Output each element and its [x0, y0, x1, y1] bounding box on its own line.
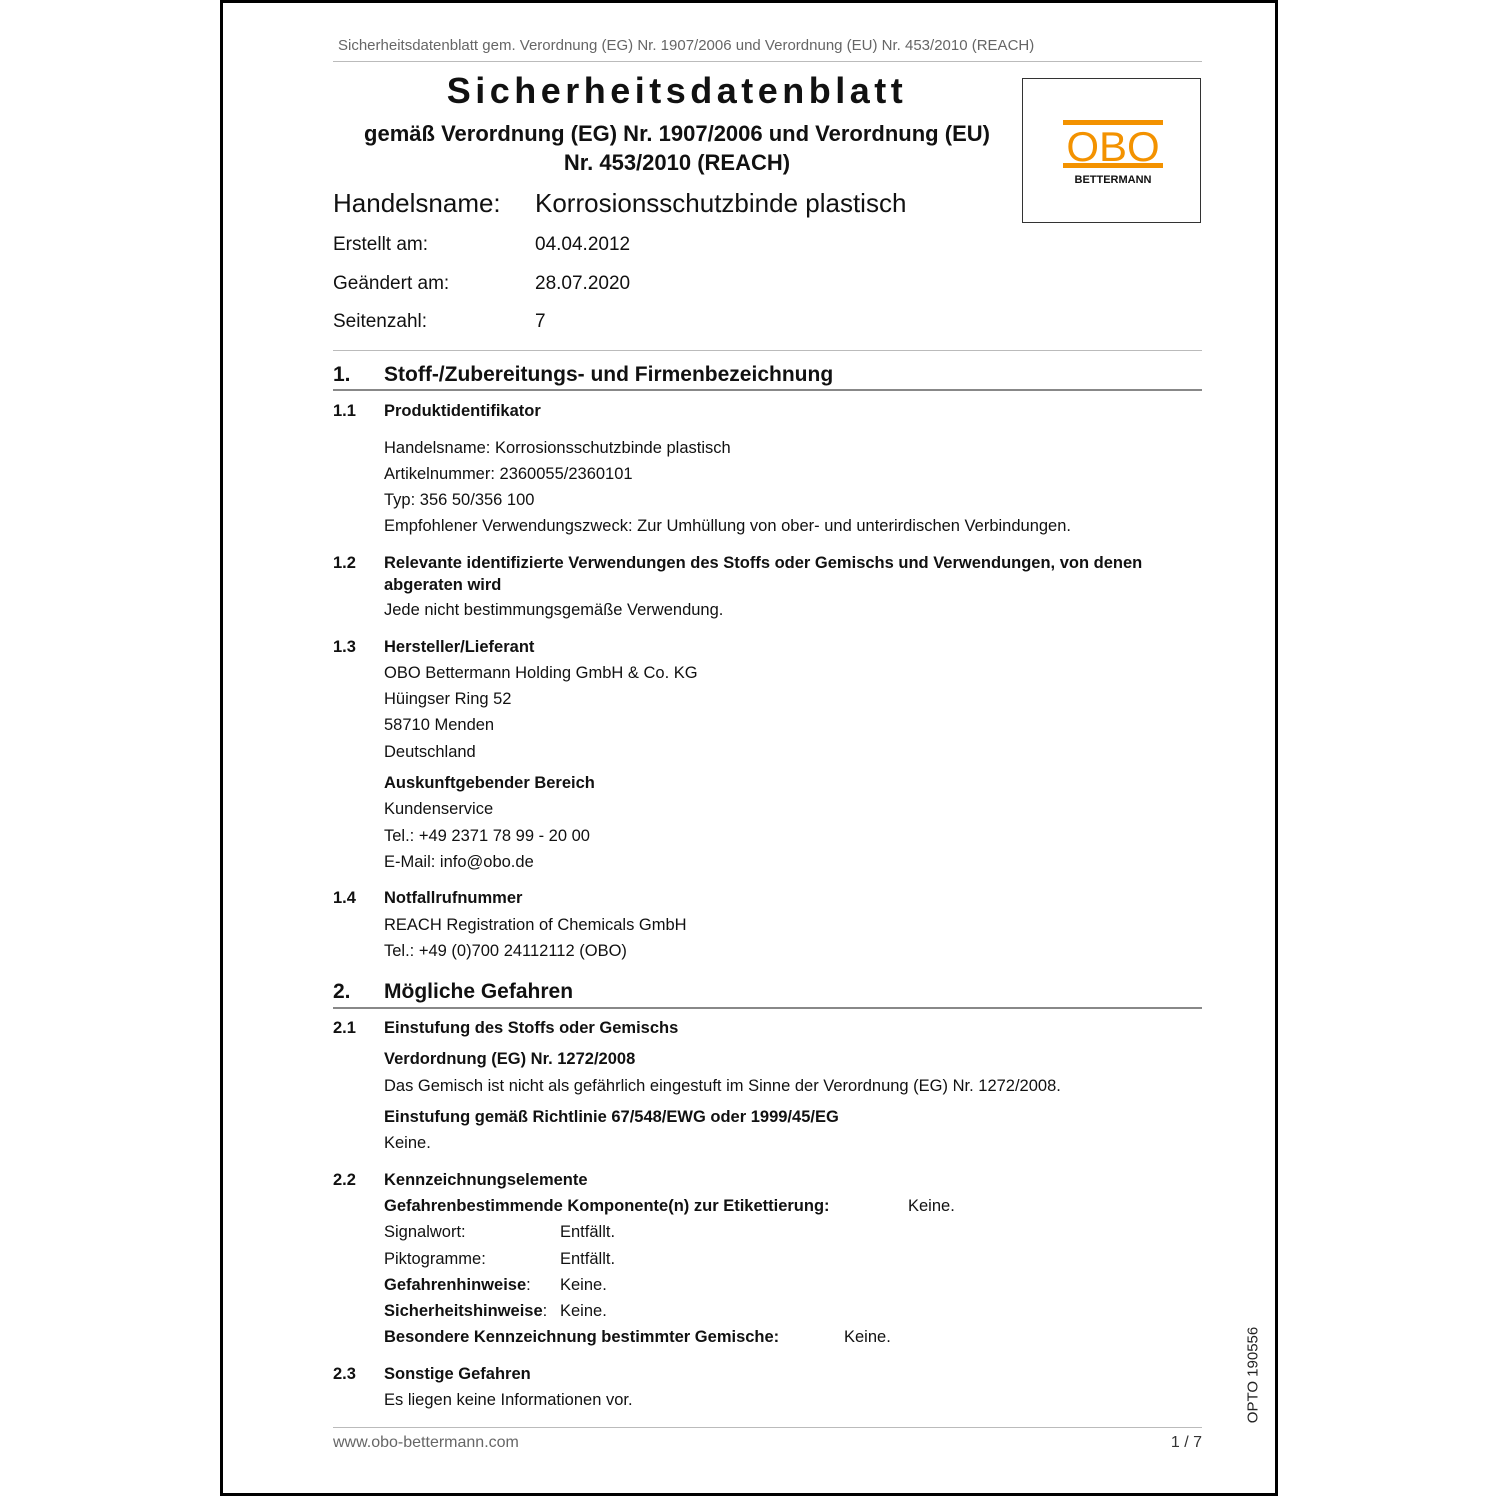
- document-subtitle-line1: gemäß Verordnung (EG) Nr. 1907/2006 und Verordnung (EU): [364, 121, 990, 146]
- subsection-1-3-title: Hersteller/Lieferant: [384, 638, 535, 656]
- product-line: Typ: 356 50/356 100: [384, 491, 535, 509]
- hazard-statements-label: Gefahrenhinweise: [384, 1276, 527, 1294]
- subsection-2-1-number: 2.1: [333, 1019, 356, 1037]
- document-title: Sicherheitsdatenblatt: [446, 70, 908, 111]
- document-code: OPTO 190556: [1244, 1326, 1262, 1424]
- special-labelling-label: Besondere Kennzeichnung bestimmter Gemische:: [384, 1328, 780, 1346]
- subsection-1-1-title: Produktidentifikator: [384, 402, 541, 420]
- email-line[interactable]: E-Mail: info@obo.de: [384, 853, 534, 871]
- subsection-2-3-title: Sonstige Gefahren: [384, 1365, 531, 1383]
- emergency-line: REACH Registration of Chemicals GmbH: [384, 916, 687, 934]
- safety-statements-label: Sicherheitshinweise: [384, 1302, 543, 1320]
- info-area-title: Auskunftgebender Bereich: [384, 774, 595, 792]
- subsection-2-3-number: 2.3: [333, 1365, 356, 1383]
- subsection-1-2-text: Jede nicht bestimmungsgemäße Verwendung.: [384, 601, 724, 619]
- directive-text: Keine.: [384, 1134, 431, 1152]
- document-subtitle-line2: Nr. 453/2010 (REACH): [563, 150, 791, 175]
- running-header: Sicherheitsdatenblatt gem. Verordnung (EG) Nr. 1907/2006 und Verordnung (EU) Nr. 453/2010 (REACH): [338, 37, 1035, 54]
- hazard-statements-row: [384, 1276, 531, 1295]
- subsection-1-2-title-line2: abgeraten wird: [384, 576, 502, 594]
- logo-brand-text: OBO: [1066, 123, 1160, 170]
- address-line: 58710 Menden: [384, 716, 495, 734]
- obo-logo-graphic: [1023, 79, 1200, 222]
- tradename-value: Korrosionsschutzbinde plastisch: [535, 188, 907, 218]
- changed-value: 28.07.2020: [535, 273, 631, 294]
- address-line: OBO Bettermann Holding GmbH & Co. KG: [384, 664, 698, 682]
- safety-statements-row: [384, 1302, 547, 1321]
- special-labelling-value: Keine.: [844, 1328, 891, 1346]
- changed-label: Geändert am:: [333, 273, 450, 294]
- product-line: Empfohlener Verwendungszweck: Zur Umhüllung von ober- und unterirdischen Verbindungen.: [384, 517, 1071, 535]
- header-divider: [333, 61, 1202, 62]
- subsection-1-2-title-line1: Relevante identifizierte Verwendungen des Stoffs oder Gemischs und Verwendungen, von denen: [384, 554, 1143, 572]
- info-line: Kundenservice: [384, 800, 494, 818]
- subsection-1-4-number: 1.4: [333, 889, 356, 907]
- section2-rule: [333, 1007, 1202, 1009]
- emergency-phone-line[interactable]: Tel.: +49 (0)700 24112112 (OBO): [384, 942, 627, 960]
- pages-value: 7: [535, 311, 546, 332]
- footer-page-number: 1 / 7: [1170, 1434, 1202, 1451]
- subsection-1-2-number: 1.2: [333, 554, 356, 572]
- section1-number: 1.: [333, 363, 351, 386]
- section2-number: 2.: [333, 980, 351, 1003]
- address-line: Deutschland: [384, 743, 476, 761]
- address-line: Hüingser Ring 52: [384, 690, 512, 708]
- subsection-1-4-title: Notfallrufnummer: [384, 889, 523, 907]
- subsection-1-1-number: 1.1: [333, 402, 356, 420]
- footer-divider: [333, 1427, 1202, 1428]
- section2-title: Mögliche Gefahren: [384, 980, 574, 1003]
- product-line: Handelsname: Korrosionsschutzbinde plastisch: [384, 439, 731, 457]
- section1-title: Stoff-/Zubereitungs- und Firmenbezeichnung: [384, 363, 834, 386]
- regulation-title: Verdordnung (EG) Nr. 1272/2008: [384, 1050, 636, 1068]
- pictograms-label: Piktogramme:: [384, 1250, 486, 1268]
- other-hazards-text: Es liegen keine Informationen vor.: [384, 1391, 633, 1409]
- product-line: Artikelnummer: 2360055/2360101: [384, 465, 633, 483]
- components-value: Keine.: [908, 1197, 955, 1215]
- pages-label: Seitenzahl:: [333, 311, 428, 332]
- logo-sub-text: BETTERMANN: [1074, 174, 1152, 186]
- signal-word-label: Signalwort:: [384, 1223, 466, 1241]
- tradename-label: Handelsname:: [333, 188, 501, 218]
- subsection-2-2-number: 2.2: [333, 1171, 356, 1189]
- created-label: Erstellt am:: [333, 234, 429, 255]
- safety-statements-value: Keine.: [560, 1302, 607, 1320]
- subsection-2-2-title: Kennzeichnungselemente: [384, 1171, 588, 1189]
- phone-line[interactable]: Tel.: +49 2371 78 99 - 20 00: [384, 827, 590, 845]
- signal-word-value: Entfällt.: [560, 1223, 616, 1241]
- created-value: 04.04.2012: [535, 234, 631, 255]
- section1-rule: [333, 389, 1202, 391]
- subsection-2-1-title: Einstufung des Stoffs oder Gemischs: [384, 1019, 679, 1037]
- regulation-text: Das Gemisch ist nicht als gefährlich eingestuft im Sinne der Verordnung (EG) Nr. 1272/2008.: [384, 1077, 1061, 1095]
- document-page: [220, 0, 1278, 1496]
- subsection-1-3-number: 1.3: [333, 638, 356, 656]
- directive-title: Einstufung gemäß Richtlinie 67/548/EWG oder 1999/45/EG: [384, 1108, 839, 1126]
- obo-logo: [1022, 78, 1201, 223]
- footer-url[interactable]: www.obo-bettermann.com: [333, 1434, 519, 1451]
- meta-divider: [333, 350, 1202, 351]
- pictograms-value: Entfällt.: [560, 1250, 616, 1268]
- components-label: Gefahrenbestimmende Komponente(n) zur Etikettierung:: [384, 1197, 830, 1215]
- hazard-statements-value: Keine.: [560, 1276, 607, 1294]
- safety-statements-colon: :: [542, 1302, 548, 1320]
- hazard-statements-colon: :: [526, 1276, 531, 1294]
